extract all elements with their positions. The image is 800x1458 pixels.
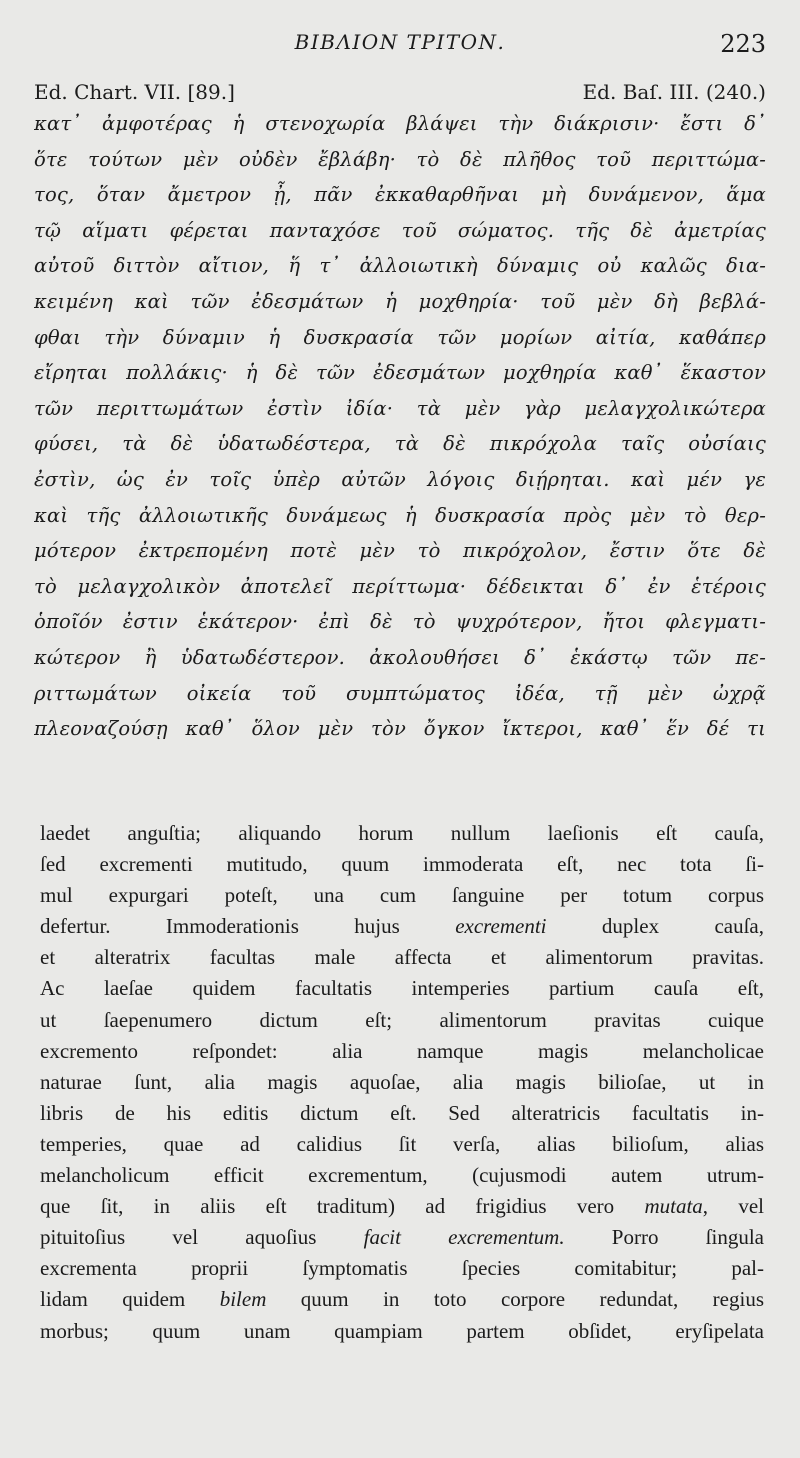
greek-text-line: τὸ μελαγχολικὸν ἀποτελεῖ περίττωμα· δέδεικται δ᾽ ἐν ἑτέροις xyxy=(34,574,766,598)
latin-text-line xyxy=(40,973,764,1004)
latin-italic-segment: excrementi xyxy=(455,914,547,939)
latin-text-segment: et alteratrix facultas male affecta et alimentorum pravitas. xyxy=(40,945,764,970)
latin-text-segment: temperies, quae ad calidius ſit verſa, alias bilioſum, alias xyxy=(40,1131,764,1156)
page-number: 223 xyxy=(720,30,766,58)
latin-text-line xyxy=(40,942,764,973)
latin-text-segment: pituitoſius vel aquoſius xyxy=(40,1225,364,1250)
latin-text-line xyxy=(40,818,764,849)
greek-text-line: εἴρηται πολλάκις· ἡ δὲ τῶν ἐδεσμάτων μοχθηρία καθ᾽ ἕκαστον xyxy=(34,361,766,385)
latin-text-line xyxy=(40,1222,764,1253)
latin-text-segment: Porro ſingula xyxy=(564,1225,764,1250)
latin-text-segment: laedet anguſtia; aliquando horum nullum laeſionis eſt cauſa, xyxy=(40,821,764,845)
greek-text-line: πλεοναζούσῃ καθ᾽ ὅλον μὲν τὸν ὄγκον ἴκτεροι, καθ᾽ ἕν δέ τι xyxy=(34,717,766,741)
latin-text-block xyxy=(40,818,764,1347)
greek-text-block xyxy=(34,106,766,747)
latin-text-segment: naturae ſunt, alia magis aquoſae, alia magis bilioſae, ut in xyxy=(40,1069,764,1094)
latin-text-line xyxy=(40,911,764,942)
latin-text-line xyxy=(40,1253,764,1284)
latin-text-segment: duplex cauſa, xyxy=(546,914,764,939)
greek-text-line: ὅτε τούτων μὲν οὐδὲν ἔβλάβη· τὸ δὲ πλῆθος τοῦ περιττώμα- xyxy=(34,147,766,171)
greek-text-line: ἐστὶν, ὡς ἐν τοῖς ὑπὲρ αὐτῶν λόγοις διῄρηται. καὶ μέν γε xyxy=(34,467,766,491)
latin-text-segment: ſed excrementi mutitudo, quum immoderata eſt, nec tota ſi- xyxy=(40,852,764,877)
latin-text-line xyxy=(40,1005,764,1036)
greek-text-line: ριττωμάτων οἰκεία τοῦ συμπτώματος ἰδέα, τῇ μὲν ὠχρᾷ xyxy=(34,681,766,705)
latin-text-segment: que ſit, in aliis eſt traditum) ad frigidius vero xyxy=(40,1194,645,1219)
latin-text-segment: ut ſaepenumero dictum eſt; alimentorum pravitas cuique xyxy=(40,1007,764,1032)
running-title: ΒΙΒΛΙΟΝ ΤΡΙΤΟΝ. xyxy=(294,30,506,54)
running-head xyxy=(0,30,800,60)
latin-text-segment: mul expurgari poteſt, una cum ſanguine per totum corpus xyxy=(40,883,764,908)
latin-text-line xyxy=(40,1284,764,1315)
latin-text-segment: Ac laeſae quidem facultatis intemperies partium cauſa eſt, xyxy=(40,976,764,1001)
greek-text-line: ὁποῖόν ἐστιν ἑκάτερον· ἐπὶ δὲ τὸ ψυχρότερον, ἤτοι φλεγματι- xyxy=(34,610,766,634)
latin-text-segment: libris de his editis dictum eſt. Sed alteratricis facultatis in- xyxy=(40,1100,764,1125)
greek-text-line: κατ᾽ ἀμφοτέρας ἡ στενοχωρία βλάψει τὴν διάκρισιν· ἔστι δ᾽ xyxy=(34,112,766,135)
latin-text-segment: defertur. Immoderationis hujus xyxy=(40,914,456,939)
greek-text-line: καὶ τῆς ἀλλοιωτικῆς δυνάμεως ἡ δυσκρασία πρὸς μὲν τὸ θερ- xyxy=(34,503,766,527)
latin-text-line xyxy=(40,1036,764,1067)
greek-text-line: αὐτοῦ διττὸν αἴτιον, ἥ τ᾽ ἀλλοιωτικὴ δύναμις οὐ καλῶς δια- xyxy=(34,254,766,278)
latin-text-segment: melancholicum efficit excrementum, (cujusmodi autem utrum- xyxy=(40,1163,764,1188)
latin-text-line xyxy=(40,1098,764,1129)
latin-text-segment: morbus; quum unam quampiam partem obſidet, eryſipelata xyxy=(40,1318,764,1343)
greek-text-line: φύσει, τὰ δὲ ὑδατωδέστερα, τὰ δὲ πικρόχολα ταῖς οὐσίαις xyxy=(34,432,766,456)
latin-text-segment: excrementa proprii ſymptomatis ſpecies comitabitur; pal- xyxy=(40,1256,764,1281)
latin-text-line xyxy=(40,1129,764,1160)
edition-chartier-reference: Ed. Chart. VII. [89.] xyxy=(34,80,235,104)
greek-text-line: τος, ὅταν ἄμετρον ᾖ, πᾶν ἐκκαθαρθῆναι μὴ δυνάμενον, ἅμα xyxy=(34,183,766,207)
latin-text-segment: quum in toto corpore redundat, regius xyxy=(266,1287,764,1312)
greek-text-line: κειμένη καὶ τῶν ἐδεσμάτων ἡ μοχθηρία· τοῦ μὲν δὴ βεβλά- xyxy=(34,289,766,313)
latin-italic-segment: mutata xyxy=(644,1194,703,1219)
latin-text-line xyxy=(40,1160,764,1191)
greek-text-line: κώτερον ἢ ὑδατωδέστερον. ἀκολουθήσει δ᾽ ἑκάστῳ τῶν πε- xyxy=(34,645,766,669)
greek-text-line: μότερον ἐκτρεπομένη ποτὲ μὲν τὸ πικρόχολον, ἔστιν ὅτε δὲ xyxy=(34,539,766,563)
greek-text-line: τῷ αἵματι φέρεται πανταχόσε τοῦ σώματος. τῆς δὲ ἀμετρίας xyxy=(34,218,766,242)
latin-text-segment: , vel xyxy=(702,1194,764,1219)
latin-text-segment: lidam quidem xyxy=(40,1287,220,1312)
greek-text-line: τῶν περιττωμάτων ἐστὶν ἰδία· τὰ μὲν γὰρ μελαγχολικώτερα xyxy=(34,396,766,420)
latin-text-line xyxy=(40,1067,764,1098)
latin-italic-segment: bilem xyxy=(219,1287,267,1312)
greek-text-line: φθαι τὴν δύναμιν ἡ δυσκρασία τῶν μορίων αἰτία, καθάπερ xyxy=(34,325,766,349)
edition-basel-reference: Ed. Baſ. III. (240.) xyxy=(582,80,766,104)
latin-text-segment: excremento reſpondet: alia namque magis melancholicae xyxy=(40,1038,764,1063)
latin-italic-segment: facit excrementum. xyxy=(363,1225,565,1250)
latin-text-line xyxy=(40,880,764,911)
latin-text-line xyxy=(40,849,764,880)
latin-text-line xyxy=(40,1316,764,1347)
edition-reference-line xyxy=(34,80,766,108)
latin-text-line xyxy=(40,1191,764,1222)
